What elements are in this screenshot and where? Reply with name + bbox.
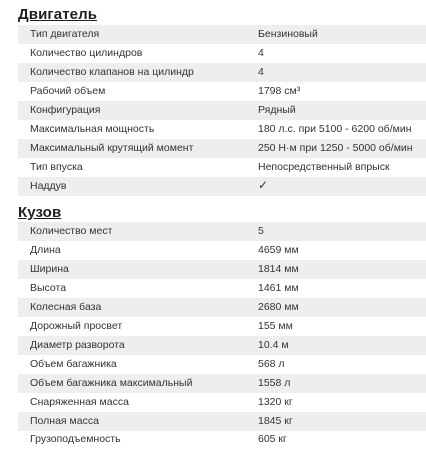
spec-label: Снаряженная масса [30,396,129,408]
spec-row-payload [18,430,426,449]
spec-label: Полная масса [30,415,99,427]
spec-value: 605 кг [258,433,287,445]
spec-row-length [18,241,426,260]
spec-row-curb-weight [18,393,426,412]
spec-label: Колесная база [30,301,102,313]
spec-row-max-torque [18,139,426,158]
spec-value: 1845 кг [258,415,293,427]
spec-label: Максимальная мощность [30,123,155,135]
spec-row-cylinders [18,44,426,63]
section-title-body: Кузов [18,204,62,221]
spec-row-width [18,260,426,279]
spec-row-turbo [18,177,426,196]
spec-value: 4 [258,47,264,59]
spec-row-seats [18,222,426,241]
spec-row-max-power [18,120,426,139]
spec-row-intake-type [18,158,426,177]
spec-value: Рядный [258,104,296,116]
spec-row-configuration [18,101,426,120]
spec-label: Высота [30,282,67,294]
spec-row-engine-type [18,25,426,44]
spec-value: 1814 мм [258,263,299,275]
spec-value: 1461 мм [258,282,299,294]
spec-row-gross-weight [18,412,426,431]
spec-row-height [18,279,426,298]
spec-label: Грузоподъемность [30,433,121,445]
spec-value: 4659 мм [258,244,299,256]
spec-row-ground-clearance [18,317,426,336]
spec-label: Тип впуска [30,161,83,173]
spec-value: 1558 л [258,377,291,389]
spec-value: 10.4 м [258,339,289,351]
spec-value: 1798 см³ [258,85,301,97]
checkmark-icon: ✓ [258,178,269,192]
spec-row-trunk-volume-max [18,374,426,393]
spec-value: 568 л [258,358,285,370]
spec-value: 155 мм [258,320,293,332]
spec-value: 2680 мм [258,301,299,313]
spec-value: 4 [258,66,264,78]
spec-row-valves [18,63,426,82]
spec-row-displacement [18,82,426,101]
spec-label: Диаметр разворота [30,339,125,351]
spec-row-turning-diameter [18,336,426,355]
spec-label: Тип двигателя [30,28,100,40]
spec-value: 180 л.с. при 5100 - 6200 об/мин [258,123,412,135]
spec-label: Количество цилиндров [30,47,143,59]
spec-label: Ширина [30,263,69,275]
spec-label: Дорожный просвет [30,320,123,332]
spec-label: Длина [30,244,61,256]
spec-value: Непосредственный впрыск [258,161,390,173]
spec-label: Количество клапанов на цилиндр [30,66,194,78]
spec-label: Объем багажника максимальный [30,377,193,389]
spec-value: 5 [258,225,264,237]
spec-row-wheelbase [18,298,426,317]
spec-label: Объем багажника [30,358,117,370]
spec-value: Бензиновый [258,28,318,40]
spec-row-trunk-volume [18,355,426,374]
section-title-engine: Двигатель [18,6,98,23]
spec-value: 250 Н·м при 1250 - 5000 об/мин [258,142,413,154]
spec-label: Рабочий объем [30,85,106,97]
spec-value: 1320 кг [258,396,293,408]
spec-label: Наддув [30,180,67,192]
spec-label: Конфигурация [30,104,101,116]
spec-label: Максимальный крутящий момент [30,142,194,154]
spec-label: Количество мест [30,225,113,237]
